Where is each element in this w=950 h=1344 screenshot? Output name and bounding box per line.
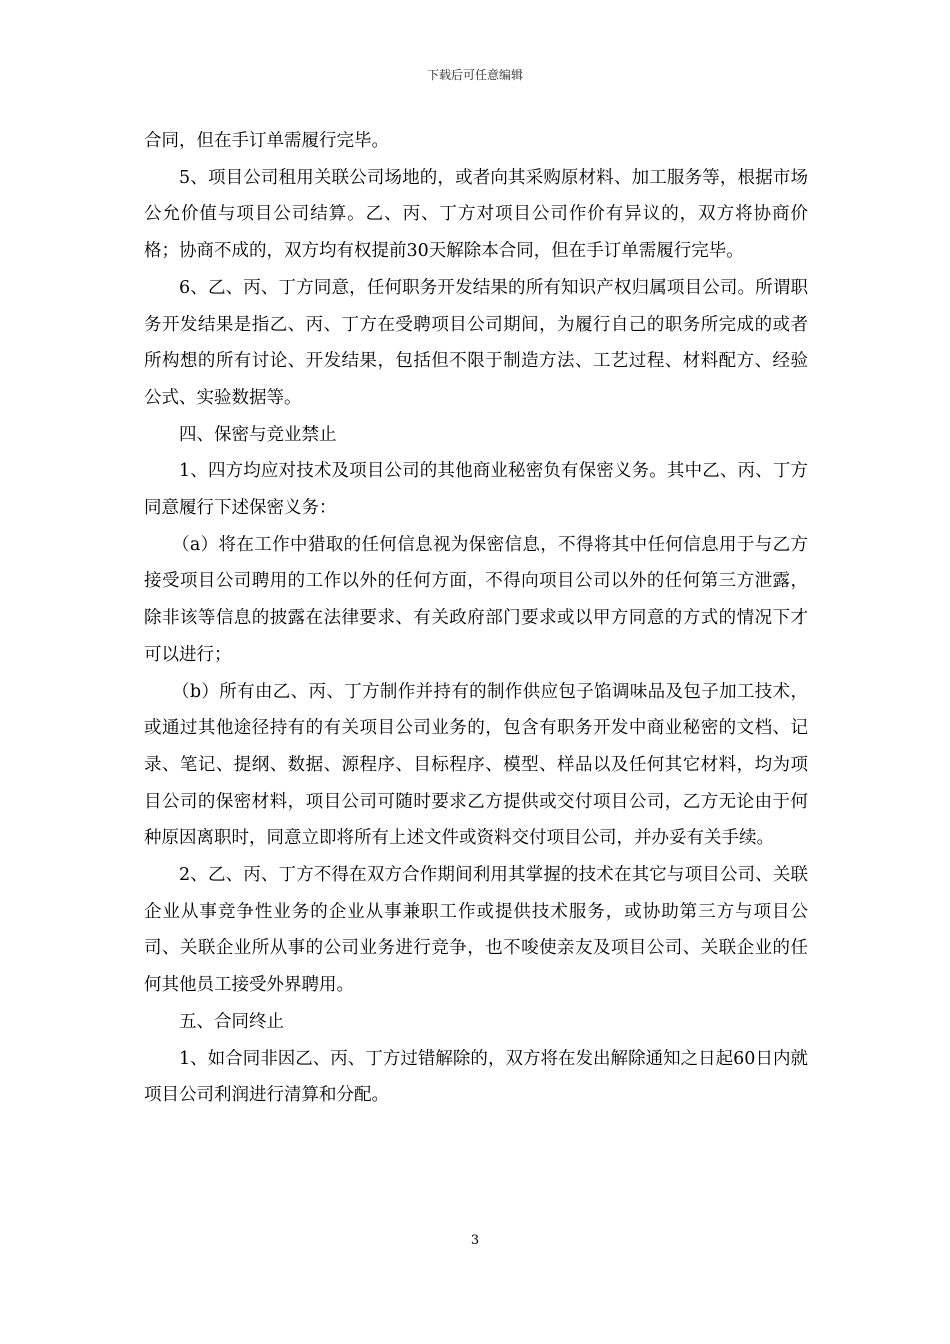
page-number: 3 bbox=[470, 1233, 480, 1248]
clause-confidentiality-1b: （b）所有由乙、丙、丁方制作并持有的制作供应包子馅调味品及包子加工技术，或通过其他途径持有的有关项目公司业务的，包含有职务开发中商业秘密的文档、记录、笔记、提纲、数据、源程序、目标程序、模型、样品以及任何其它材料，均为项目公司的保密材料，项目公司可随时要求乙方提供或交付项目公司，乙方无论由于何种原因离职时，同意立即将所有上述文件或资料交付项目公司，并办妥有关手续。 bbox=[144, 681, 808, 849]
clause-confidentiality-2: 2、乙、丙、丁方不得在双方合作期间利用其掌握的技术在其它与项目公司、关联企业从事竞争性业务的企业从事兼职工作或提供技术服务，或协助第三方与项目公司、关联企业所从事的公司业务进行竞争，也不唆使亲友及项目公司、关联企业的任何其他员工接受外界聘用。 bbox=[144, 865, 808, 996]
clause-termination-1: 1、如合同非因乙、丙、丁方过错解除的，双方将在发出解除通知之日起60日内就项目公司利润进行清算和分配。 bbox=[144, 1048, 808, 1106]
document-body bbox=[144, 123, 808, 1114]
clause-confidentiality-1: 1、四方均应对技术及项目公司的其他商业秘密负有保密义务。其中乙、丙、丁方同意履行下述保密义务： bbox=[144, 461, 808, 519]
clause-5: 5、项目公司租用关联公司场地的，或者向其采购原材料、加工服务等，根据市场公允价值与项目公司结算。乙、丙、丁方对项目公司作价有异议的，双方将协商价格；协商不成的，双方均有权提前30天解除本合同，但在手订单需履行完毕。 bbox=[144, 167, 808, 262]
clause-6: 6、乙、丙、丁方同意，任何职务开发结果的所有知识产权归属项目公司。所谓职务开发结果是指乙、丙、丁方在受聘项目公司期间，为履行自己的职务所完成的或者所构想的所有讨论、开发结果，包括但不限于制造方法、工艺过程、材料配方、经验公式、实验数据等。 bbox=[144, 277, 808, 408]
clause-confidentiality-1a: （a）将在工作中猎取的任何信息视为保密信息，不得将其中任何信息用于与乙方接受项目公司聘用的工作以外的任何方面，不得向项目公司以外的任何第三方泄露，除非该等信息的披露在法律要求、有关政府部门要求或以甲方同意的方式的情况下才可以进行； bbox=[144, 534, 808, 665]
section-heading-confidentiality: 四、保密与竞业禁止 bbox=[179, 424, 337, 445]
page-header: 下载后可任意编辑 bbox=[426, 68, 523, 82]
section-heading-termination: 五、合同终止 bbox=[179, 1011, 284, 1032]
paragraph-continuation: 合同，但在手订单需履行完毕。 bbox=[144, 131, 389, 151]
